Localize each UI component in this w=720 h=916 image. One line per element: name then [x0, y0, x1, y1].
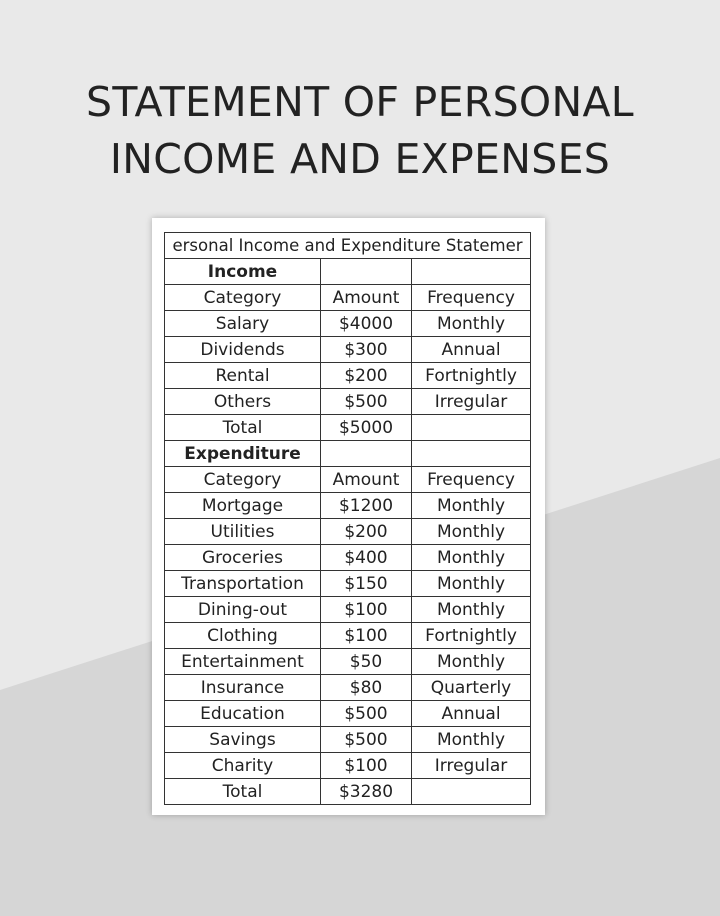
- expenditure-frequency-cell[interactable]: Monthly: [412, 545, 531, 571]
- empty-cell[interactable]: [321, 259, 412, 285]
- page-title-line-2: INCOME AND EXPENSES: [109, 135, 611, 183]
- expenditure-category-cell[interactable]: Transportation: [165, 571, 321, 597]
- banner-row: [165, 233, 531, 259]
- income-amount-cell[interactable]: $300: [321, 337, 412, 363]
- expenditure-row: [165, 649, 531, 675]
- income-total-row: [165, 415, 531, 441]
- statement-banner-text: ersonal Income and Expenditure Statemer: [172, 236, 523, 255]
- expenditure-frequency-cell[interactable]: Quarterly: [412, 675, 531, 701]
- expenditure-heading-row: [165, 441, 531, 467]
- empty-cell[interactable]: [412, 441, 531, 467]
- expenditure-row: [165, 727, 531, 753]
- income-frequency-cell[interactable]: Annual: [412, 337, 531, 363]
- expenditure-header-row: [165, 467, 531, 493]
- expenditure-frequency-cell[interactable]: Monthly: [412, 493, 531, 519]
- empty-cell[interactable]: [412, 779, 531, 805]
- income-category-cell[interactable]: Salary: [165, 311, 321, 337]
- expenditure-row: [165, 701, 531, 727]
- empty-cell[interactable]: [321, 441, 412, 467]
- expenditure-row: [165, 493, 531, 519]
- expenditure-amount-cell[interactable]: $100: [321, 753, 412, 779]
- income-heading-cell[interactable]: Income: [165, 259, 321, 285]
- expenditure-total-row: [165, 779, 531, 805]
- expenditure-category-cell[interactable]: Savings: [165, 727, 321, 753]
- statement-banner-cell[interactable]: [165, 233, 531, 259]
- income-frequency-cell[interactable]: Monthly: [412, 311, 531, 337]
- income-header-row: [165, 285, 531, 311]
- statement-table-body: [165, 233, 531, 805]
- statement-table: [164, 232, 531, 805]
- income-row: [165, 337, 531, 363]
- expenditure-frequency-cell[interactable]: Monthly: [412, 727, 531, 753]
- expenditure-category-cell[interactable]: Utilities: [165, 519, 321, 545]
- income-row: [165, 311, 531, 337]
- expenditure-row: [165, 545, 531, 571]
- expenditure-amount-cell[interactable]: $100: [321, 623, 412, 649]
- income-frequency-cell[interactable]: Fortnightly: [412, 363, 531, 389]
- expenditure-frequency-cell[interactable]: Monthly: [412, 649, 531, 675]
- expenditure-category-cell[interactable]: Clothing: [165, 623, 321, 649]
- expenditure-frequency-cell[interactable]: Monthly: [412, 597, 531, 623]
- expenditure-header-amount[interactable]: Amount: [321, 467, 412, 493]
- income-row: [165, 389, 531, 415]
- empty-cell[interactable]: [412, 415, 531, 441]
- income-row: [165, 363, 531, 389]
- expenditure-header-category[interactable]: Category: [165, 467, 321, 493]
- income-heading-row: [165, 259, 531, 285]
- expenditure-category-cell[interactable]: Charity: [165, 753, 321, 779]
- income-header-category[interactable]: Category: [165, 285, 321, 311]
- income-total-label[interactable]: Total: [165, 415, 321, 441]
- page-title: [0, 74, 720, 188]
- income-total-amount[interactable]: $5000: [321, 415, 412, 441]
- spreadsheet-sheet: [152, 218, 545, 815]
- income-header-frequency[interactable]: Frequency: [412, 285, 531, 311]
- expenditure-frequency-cell[interactable]: Annual: [412, 701, 531, 727]
- expenditure-amount-cell[interactable]: $200: [321, 519, 412, 545]
- expenditure-category-cell[interactable]: Insurance: [165, 675, 321, 701]
- income-amount-cell[interactable]: $500: [321, 389, 412, 415]
- income-frequency-cell[interactable]: Irregular: [412, 389, 531, 415]
- expenditure-amount-cell[interactable]: $50: [321, 649, 412, 675]
- income-category-cell[interactable]: Rental: [165, 363, 321, 389]
- income-header-amount[interactable]: Amount: [321, 285, 412, 311]
- expenditure-row: [165, 675, 531, 701]
- expenditure-category-cell[interactable]: Groceries: [165, 545, 321, 571]
- expenditure-category-cell[interactable]: Mortgage: [165, 493, 321, 519]
- expenditure-amount-cell[interactable]: $500: [321, 701, 412, 727]
- expenditure-amount-cell[interactable]: $100: [321, 597, 412, 623]
- empty-cell[interactable]: [412, 259, 531, 285]
- income-category-cell[interactable]: Others: [165, 389, 321, 415]
- income-amount-cell[interactable]: $200: [321, 363, 412, 389]
- income-category-cell[interactable]: Dividends: [165, 337, 321, 363]
- expenditure-header-frequency[interactable]: Frequency: [412, 467, 531, 493]
- expenditure-frequency-cell[interactable]: Monthly: [412, 571, 531, 597]
- expenditure-amount-cell[interactable]: $150: [321, 571, 412, 597]
- expenditure-frequency-cell[interactable]: Fortnightly: [412, 623, 531, 649]
- expenditure-amount-cell[interactable]: $500: [321, 727, 412, 753]
- expenditure-row: [165, 571, 531, 597]
- expenditure-frequency-cell[interactable]: Monthly: [412, 519, 531, 545]
- expenditure-total-label[interactable]: Total: [165, 779, 321, 805]
- expenditure-row: [165, 519, 531, 545]
- expenditure-category-cell[interactable]: Education: [165, 701, 321, 727]
- expenditure-frequency-cell[interactable]: Irregular: [412, 753, 531, 779]
- expenditure-amount-cell[interactable]: $400: [321, 545, 412, 571]
- expenditure-row: [165, 597, 531, 623]
- page-title-line-1: STATEMENT OF PERSONAL: [86, 78, 634, 126]
- expenditure-amount-cell[interactable]: $1200: [321, 493, 412, 519]
- expenditure-amount-cell[interactable]: $80: [321, 675, 412, 701]
- expenditure-category-cell[interactable]: Entertainment: [165, 649, 321, 675]
- expenditure-row: [165, 753, 531, 779]
- income-amount-cell[interactable]: $4000: [321, 311, 412, 337]
- expenditure-total-amount[interactable]: $3280: [321, 779, 412, 805]
- expenditure-row: [165, 623, 531, 649]
- expenditure-heading-cell[interactable]: Expenditure: [165, 441, 321, 467]
- expenditure-category-cell[interactable]: Dining-out: [165, 597, 321, 623]
